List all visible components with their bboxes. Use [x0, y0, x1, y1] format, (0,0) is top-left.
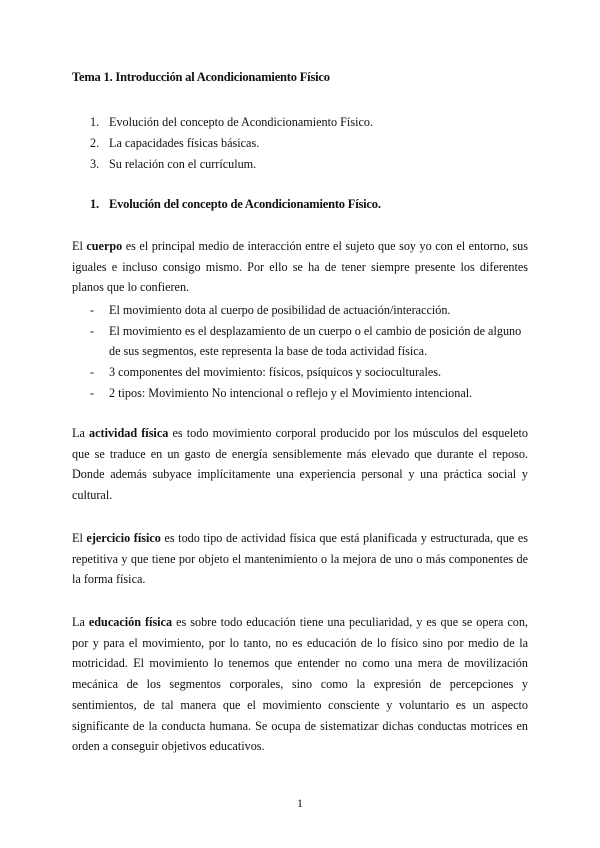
paragraph-text: El — [72, 531, 87, 545]
paragraph-actividad-fisica — [72, 423, 528, 506]
bullet-text: 2 tipos: Movimiento No intencional o reflejo y el Movimiento intencional. — [109, 385, 473, 400]
section-number: 1. — [90, 197, 99, 211]
toc-item-text: Evolución del concepto de Acondicionamiento Físico. — [109, 115, 374, 129]
bullet-item — [90, 362, 528, 383]
section-title: Evolución del concepto de Acondicionamiento Físico. — [109, 197, 381, 211]
defined-term: educación física — [88, 615, 173, 629]
toc-item-number: 3. — [90, 157, 100, 171]
defined-term: actividad física — [89, 426, 169, 440]
bullet-text: El movimiento es el desplazamiento de un cuerpo o el cambio de posición de alguno de sus segmentos, este representa la base de toda actividad física. — [109, 323, 522, 359]
document-title: Tema 1. Introducción al Acondicionamiento Físico — [72, 70, 330, 84]
bullet-dash: - — [90, 365, 95, 380]
toc-item — [90, 133, 373, 154]
bullet-item — [90, 321, 528, 362]
bullet-list — [90, 300, 528, 404]
toc-item — [90, 154, 373, 175]
toc-item-text: Su relación con el currículum. — [109, 157, 257, 171]
paragraph-text: El — [72, 239, 87, 253]
toc-item-text: La capacidades físicas básicas. — [109, 136, 260, 150]
paragraph-ejercicio-fisico — [72, 528, 528, 590]
section-heading — [90, 197, 381, 212]
bullet-item — [90, 383, 528, 404]
table-of-contents — [90, 112, 373, 175]
paragraph-text: es sobre todo educación tiene una peculiaridad, y es que se opera con, por y para el movimiento, por lo tanto, no es educación de lo físico sino por medio de la motricidad. El movimiento lo tenemos que entender no como una mera de movilización mecánica de los segmentos corporales, sino como la expresión de percepciones y sentimientos, de tal manera que el movimiento consciente y voluntario es un aspecto significante de la conducta humana. Se ocupa de sistematizar dichas conductas motrices en orden a conseguir objetivos educativos. — [72, 615, 528, 754]
toc-item-number: 1. — [90, 115, 100, 129]
paragraph-educacion-fisica — [72, 612, 528, 757]
bullet-dash: - — [90, 385, 95, 400]
bullet-dash: - — [90, 323, 95, 338]
toc-item — [90, 112, 373, 133]
paragraph-text: La — [72, 615, 89, 629]
bullet-dash: - — [90, 303, 95, 317]
bullet-item — [90, 300, 528, 321]
paragraph-text: es el principal medio de interacción entre el sujeto que soy yo con el entorno, sus iguales e incluso consigo mismo. Por ello se ha de tener siempre presente los diferentes planos que lo confieren. — [72, 239, 528, 295]
paragraph-text: es todo tipo de actividad física que está planificada y estructurada, que es repetitiva y que tiene por objeto el mantenimiento o la mejora de uno o más componentes de la forma física. — [72, 531, 528, 587]
page-number: 1 — [297, 796, 303, 810]
paragraph-text: La — [72, 426, 90, 440]
bullet-text: El movimiento dota al cuerpo de posibilidad de actuación/interacción. — [109, 303, 451, 317]
bullet-text: 3 componentes del movimiento: físicos, psíquicos y socioculturales. — [109, 365, 442, 380]
paragraph-text: es todo movimiento corporal producido por los músculos del esqueleto que se traduce en un gasto de energía sensiblemente más elevado que durante el reposo. Donde además subyace implícitamente una experiencia personal y una práctica social y cultural. — [72, 426, 529, 503]
defined-term: cuerpo — [86, 239, 123, 253]
defined-term: ejercicio físico — [86, 531, 161, 545]
toc-item-number: 2. — [90, 136, 100, 150]
paragraph-cuerpo — [72, 236, 528, 298]
